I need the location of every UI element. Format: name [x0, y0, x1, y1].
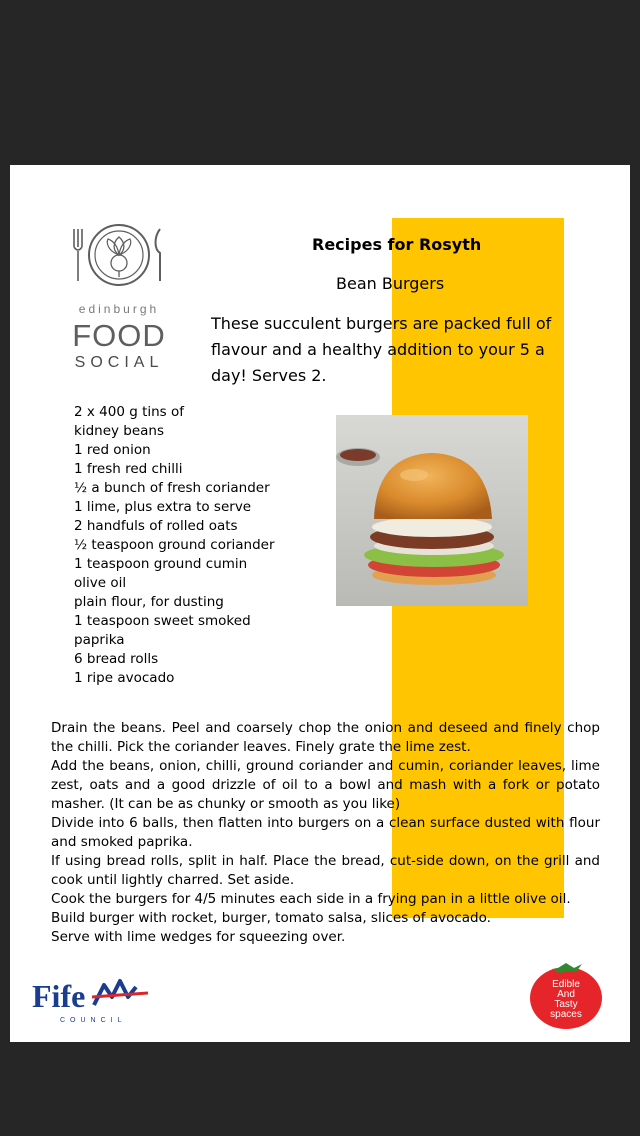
- efs-social-text: SOCIAL: [74, 354, 164, 371]
- ingredient-item: 1 red onion: [74, 442, 151, 458]
- document-heading: Recipes for Rosyth: [312, 235, 482, 254]
- ingredient-item: 1 teaspoon ground cumin: [74, 556, 248, 572]
- tomato-line-1: Edible: [552, 979, 580, 990]
- fife-logo-sub: COUNCIL: [60, 1017, 127, 1024]
- method-step: Serve with lime wedges for squeezing over.: [51, 929, 346, 945]
- tomato-line-4: spaces: [550, 1009, 582, 1020]
- method-step: Add the beans, onion, chilli, ground coriander and cumin, coriander leaves, lime zest, oats and a good drizzle of oil to a bowl and mash with a fork or potato masher. (It can be as chunky or smooth as you like): [51, 758, 600, 812]
- method-step: Build burger with rocket, burger, tomato salsa, slices of avocado.: [51, 910, 491, 926]
- edinburgh-food-social-logo: [60, 217, 178, 377]
- efs-city-text: edinburgh: [78, 302, 160, 316]
- method-text: [51, 719, 600, 947]
- recipe-name: Bean Burgers: [336, 274, 445, 293]
- ingredient-item: plain flour, for dusting: [74, 594, 224, 610]
- ingredient-item: 1 lime, plus extra to serve: [74, 499, 252, 515]
- recipe-intro: These succulent burgers are packed full of flavour and a healthy addition to your 5 a day! Serves 2.: [211, 314, 552, 385]
- edible-tasty-spaces-logo: [528, 960, 604, 1030]
- tomato-line-3: Tasty: [554, 999, 578, 1010]
- ingredients-list: [74, 403, 304, 688]
- ingredient-item: olive oil: [74, 575, 127, 591]
- ingredient-item: ½ teaspoon ground coriander: [74, 537, 275, 553]
- ingredient-item: ½ a bunch of fresh coriander: [74, 480, 270, 496]
- method-step: Divide into 6 balls, then flatten into burgers on a clean surface dusted with flour and smoked paprika.: [51, 815, 600, 850]
- method-step: Cook the burgers for 4/5 minutes each side in a frying pan in a little olive oil.: [51, 891, 571, 907]
- ingredient-item: 2 x 400 g tins of kidney beans: [74, 404, 185, 439]
- ingredient-item: 1 teaspoon sweet smoked paprika: [74, 613, 251, 648]
- fife-council-logo: [32, 967, 152, 1027]
- method-step: Drain the beans. Peel and coarsely chop the onion and deseed and finely chop the chilli. Pick the coriander leaves. Finely grate the lime zest.: [51, 720, 600, 755]
- ingredient-item: 2 handfuls of rolled oats: [74, 518, 238, 534]
- tomato-line-2: And: [557, 989, 575, 1000]
- fife-logo-name: Fife: [32, 978, 86, 1014]
- ingredient-item: 6 bread rolls: [74, 651, 159, 667]
- efs-food-text: FOOD: [72, 318, 166, 353]
- ingredient-item: 1 fresh red chilli: [74, 461, 183, 477]
- recipe-page: [10, 165, 630, 1042]
- plate-cutlery-icon: [60, 217, 178, 301]
- method-step: If using bread rolls, split in half. Place the bread, cut-side down, on the grill and cook until lightly charred. Set aside.: [51, 853, 600, 888]
- bean-burger-photo: [336, 415, 528, 606]
- ingredient-item: 1 ripe avocado: [74, 670, 175, 686]
